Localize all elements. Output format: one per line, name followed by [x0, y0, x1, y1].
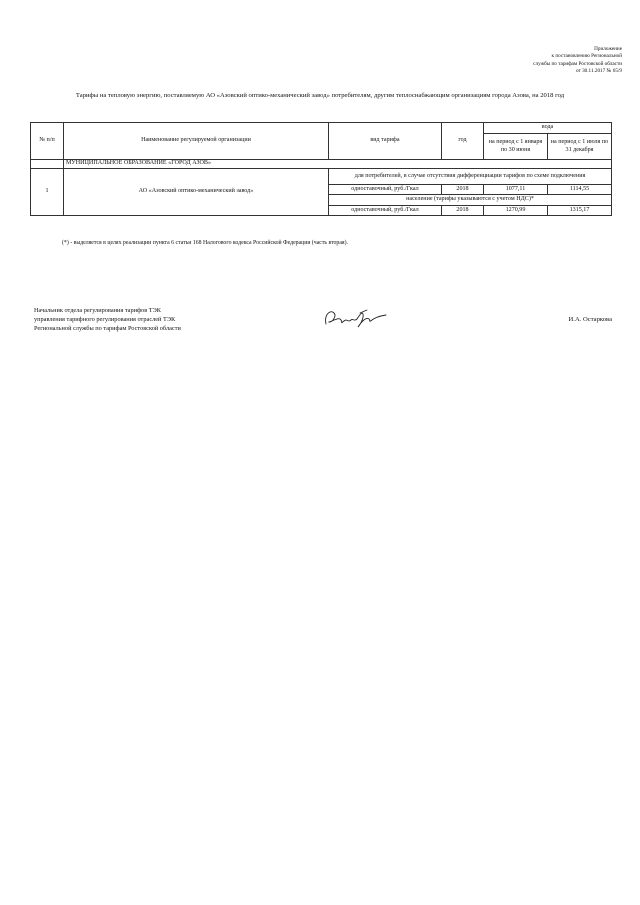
- appendix-line: службы по тарифам Ростовской области: [533, 60, 622, 67]
- tariff-type-cell: одноставочный, руб./Гкал: [329, 185, 442, 195]
- signer-name: И.А. Остаркова: [568, 316, 612, 323]
- document-title: Тарифы на тепловую энергию, поставляемую АО «Азовский оптико-механический завод» потребителям, другим теплоснабжающим организациям города Азова, на 2018 год: [75, 92, 565, 99]
- signer-position-line: управления тарифного регулирования отраслей ТЭК: [34, 316, 176, 323]
- signer-position-line: Начальник отдела регулирования тарифов ТЭК: [34, 307, 161, 314]
- value-cell: 1077,11: [484, 185, 548, 195]
- row-number: 1: [31, 169, 64, 216]
- appendix-note: [382, 46, 622, 76]
- tariff-table: [30, 122, 612, 216]
- year-cell: 2018: [442, 185, 484, 195]
- signer-position: [34, 306, 181, 333]
- footnote: (*) - выделяется в целях реализации пункта 6 статьи 168 Налогового кодекса Российской Федерации (часть вторая).: [62, 240, 348, 246]
- header-year: год: [442, 123, 484, 160]
- header-org: Наименование регулируемой организации: [64, 123, 329, 160]
- header-tariff-type: вид тарифа: [329, 123, 442, 160]
- tariff-type-cell: одноставочный, руб./Гкал: [329, 206, 442, 216]
- appendix-line: к постановлению Региональной: [551, 53, 622, 60]
- value-cell: 1270,99: [484, 206, 548, 216]
- header-num: № п/п: [31, 123, 64, 160]
- appendix-line: Приложение: [594, 46, 622, 52]
- year-cell: 2018: [442, 206, 484, 216]
- group-label: для потребителей, в случае отсутствия дифференциации тарифов по схеме подключения: [329, 169, 612, 185]
- org-name: АО «Азовский оптико-механический завод»: [64, 169, 329, 216]
- section-title: МУНИЦИПАЛЬНОЕ ОБРАЗОВАНИЕ «ГОРОД АЗОВ»: [64, 160, 612, 169]
- header-period-1: на период с 1 января по 30 июня: [484, 134, 548, 160]
- signer-position-line: Региональной службы по тарифам Ростовской области: [34, 325, 181, 332]
- value-cell: 1315,17: [548, 206, 612, 216]
- appendix-line: от 30.11.2017 № 65/9: [575, 68, 622, 75]
- handwritten-signature: [320, 305, 390, 331]
- section-blank-cell: [31, 160, 64, 169]
- value-cell: 1114,55: [548, 185, 612, 195]
- group-label: население (тарифы указываются с учетом НДС)*: [329, 195, 612, 206]
- header-period-2: на период с 1 июля по 31 декабря: [548, 134, 612, 160]
- header-water: вода: [484, 123, 612, 134]
